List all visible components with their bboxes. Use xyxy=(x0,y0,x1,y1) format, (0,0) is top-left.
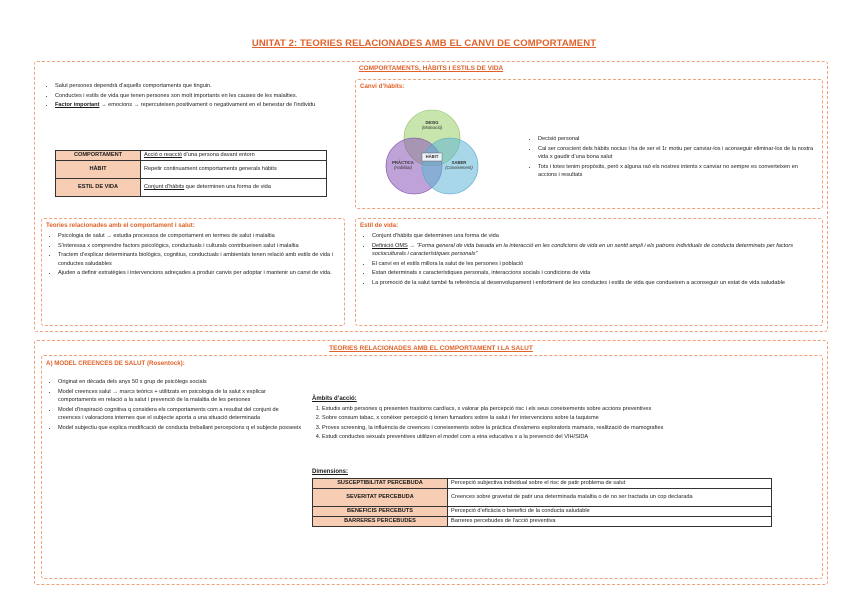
dimensions-title: Dimensions: xyxy=(312,469,349,475)
list-item: • Ajuden a definir estratègies i intervencions adreçades a produir canvis per adoptar i mantenir un canvi de vida. xyxy=(58,269,340,278)
list-item: • Originat en dècada dels anys 50 x grup de psicòlegs socials xyxy=(58,378,302,387)
list-item: • Tots i totes tenim propòsits, però x alguna raó els nostres intents x canviar no sempre es converteixen en accions i resultats xyxy=(538,163,814,180)
dimension-def: Percepció subjectiva individual sobre el risc de patir problema de salut xyxy=(448,479,772,489)
page-title: UNITAT 2: TEORIES RELACIONADES AMB EL CANVI DE COMPORTAMENT xyxy=(251,38,597,49)
definition-text xyxy=(141,151,327,161)
list-item: • Decisió personal xyxy=(538,135,814,144)
ambits-list xyxy=(308,405,778,443)
list-item: • Conductes i estils de vida que tenen persones son molt importants en les causes de les malalties. xyxy=(55,92,335,101)
list-item: • Model d’inspiració cognitiva q considera els comportaments com a resultat del conjunt de creences i valoracions internes que el subjecte aporta a una situació determinada xyxy=(58,406,302,423)
dimensions-table xyxy=(312,478,772,527)
venn-saber-label: SABER (Coneixement) xyxy=(445,160,473,170)
section-title: COMPORTAMENTS, HÀBITS I ESTILS DE VIDA xyxy=(358,65,504,72)
model-list xyxy=(44,378,302,434)
dimension-term: BENEFICIS PERCEBUTS xyxy=(313,507,448,517)
definition-link: Conjunt d’hàbits xyxy=(144,184,185,190)
dimension-def: Creences sobre gravetat de patir una determinada malaltia o de no ser tractada un cop declarada xyxy=(448,489,772,507)
definition-rest: Repetir continuament comportaments generals hàbits xyxy=(144,166,277,172)
list-item: 3. Proves screening, la influència de creences i coneixements sobre la pràctica d’exàmens exploratoris mamaris, realització de mamografies xyxy=(322,424,778,432)
dimension-term: SUSCEPTIBILITAT PERCEBUDA xyxy=(313,479,448,489)
list-item: • S’interessa x comprendre factors psicològics, conductuals i culturals contribueixen salut i malaltia xyxy=(58,242,340,251)
dimension-def: Percepció d’eficàcia o benefici de la conducta saludable xyxy=(448,507,772,517)
canvi-list xyxy=(524,135,814,181)
estil-vida-box xyxy=(355,218,823,326)
table-row xyxy=(313,517,772,527)
dimension-term: BARRERES PERCEBUDES xyxy=(313,517,448,527)
list-item: • Cal ser conscient dels hàbits nocius i ha de ser el 1r motiu per canviar-los i aconseguir eliminar-los de la nostra vida x gaudir d’una bona salut xyxy=(538,145,814,162)
intro-list xyxy=(41,82,335,111)
venn-practica-label: PRÀCTICA (Habilitat) xyxy=(392,160,414,170)
table-row xyxy=(313,507,772,517)
list-item: 2. Sobre consum tabac, x conèixer percepció q tenen fumadors sobre la salut i fer intervencions sobre la taquisme xyxy=(322,414,778,422)
definition-term: ESTIL DE VIDA xyxy=(56,179,141,197)
dimension-def: Barreres percebudes de l’acció preventiva xyxy=(448,517,772,527)
model-creences-box xyxy=(41,355,823,579)
teories-list xyxy=(44,232,340,279)
table-row xyxy=(313,479,772,489)
section-comportaments xyxy=(34,61,828,332)
definition-link: Acció o reacció xyxy=(144,152,182,158)
canvi-habits-box xyxy=(355,79,823,209)
factor-text: → emocions → repercuteixen positivament o negativament en el benestar de l’individu xyxy=(99,102,316,109)
list-item xyxy=(372,242,818,259)
table-row xyxy=(313,489,772,507)
venn-desig-label: DESIG (Motivació) xyxy=(421,120,443,130)
list-item: • Psicologia de salut → estudia processos de comportament en termes de salut i malaltia xyxy=(58,232,340,241)
list-item: • Tractem d’explicar determinants biològics, cognitius, conductuals i ambientals tenen relació amb estils de vida i conductes saludables xyxy=(58,251,340,268)
estil-list xyxy=(358,232,818,289)
teories-title: Teories relacionades amb el comportament i salut: xyxy=(46,222,195,229)
definitions-table xyxy=(55,150,327,197)
canvi-title: Canvi d’hàbits: xyxy=(360,83,405,90)
list-item: • Estan determinats x característiques personals, interaccions socials i condicions de vida xyxy=(372,269,818,278)
model-title: A) MODEL CREENCES DE SALUT (Rosentock): xyxy=(46,360,185,367)
list-item: 4. Estudi conductes sexuals preventives utilitzen el model com a eina educativa x a la prevenció del VIH/SIDA xyxy=(322,433,778,441)
list-item: • Model subjectiu que explica modificació de conducta treballant percepcions q el subjecte posseeix xyxy=(58,424,302,433)
dimension-term: SEVERITAT PERCEBUDA xyxy=(313,489,448,507)
list-item xyxy=(55,101,335,110)
estil-title: Estil de vida: xyxy=(360,222,399,229)
table-row xyxy=(56,161,327,179)
list-item: • Salut persones dependrà d’aquells comportaments que tinguin. xyxy=(55,82,335,91)
oms-label: Definició OMS xyxy=(372,242,408,249)
venn-center-label: HÀBIT xyxy=(425,154,439,159)
definition-term: HÀBIT xyxy=(56,161,141,179)
definition-text xyxy=(141,179,327,197)
oms-quote: → “Forma general de vida basada en la interacció en les condicions de vida en un sentit ampli i els patrons individuals de conducta determinats per factors socioculturals i característiques personals” xyxy=(372,242,794,258)
table-row xyxy=(56,179,327,197)
teories-box xyxy=(41,218,345,326)
factor-term: Factor important xyxy=(55,102,100,109)
definition-rest: que determinen una forma de vida xyxy=(184,184,271,190)
list-item: 1. Estudis amb persones q presenten trastorns cardíacs, x valorar pla percepció risc i els seus coneixements sobre accions preventives xyxy=(322,405,778,413)
list-item: • El canvi en el estils millora la salut de les persones i població xyxy=(372,260,818,269)
table-row xyxy=(56,151,327,161)
section-title: TEORIES RELACIONADES AMB EL COMPORTAMENT I LA SALUT xyxy=(329,345,533,352)
definition-text xyxy=(141,161,327,179)
ambits-title: Àmbits d’acció: xyxy=(312,396,357,402)
list-item: • La promoció de la salut també fa referència al desenvolupament i enfortiment de les conductes i estils de vida que condueixen a aconseguir un estat de vida saludable xyxy=(372,279,818,288)
section-teories-salut xyxy=(34,340,828,585)
definition-term: COMPORTAMENT xyxy=(56,151,141,161)
definition-rest: d’una persona davant entorn xyxy=(181,152,255,158)
list-item: • Conjunt d’hàbits que determinen una forma de vida xyxy=(372,232,818,241)
list-item: • Model creences salut → marcs teòrics + utilitzats en psicologia de la salut x explicar comportaments en relació a la salut i prevenció de la malaltia de les persones xyxy=(58,388,302,405)
